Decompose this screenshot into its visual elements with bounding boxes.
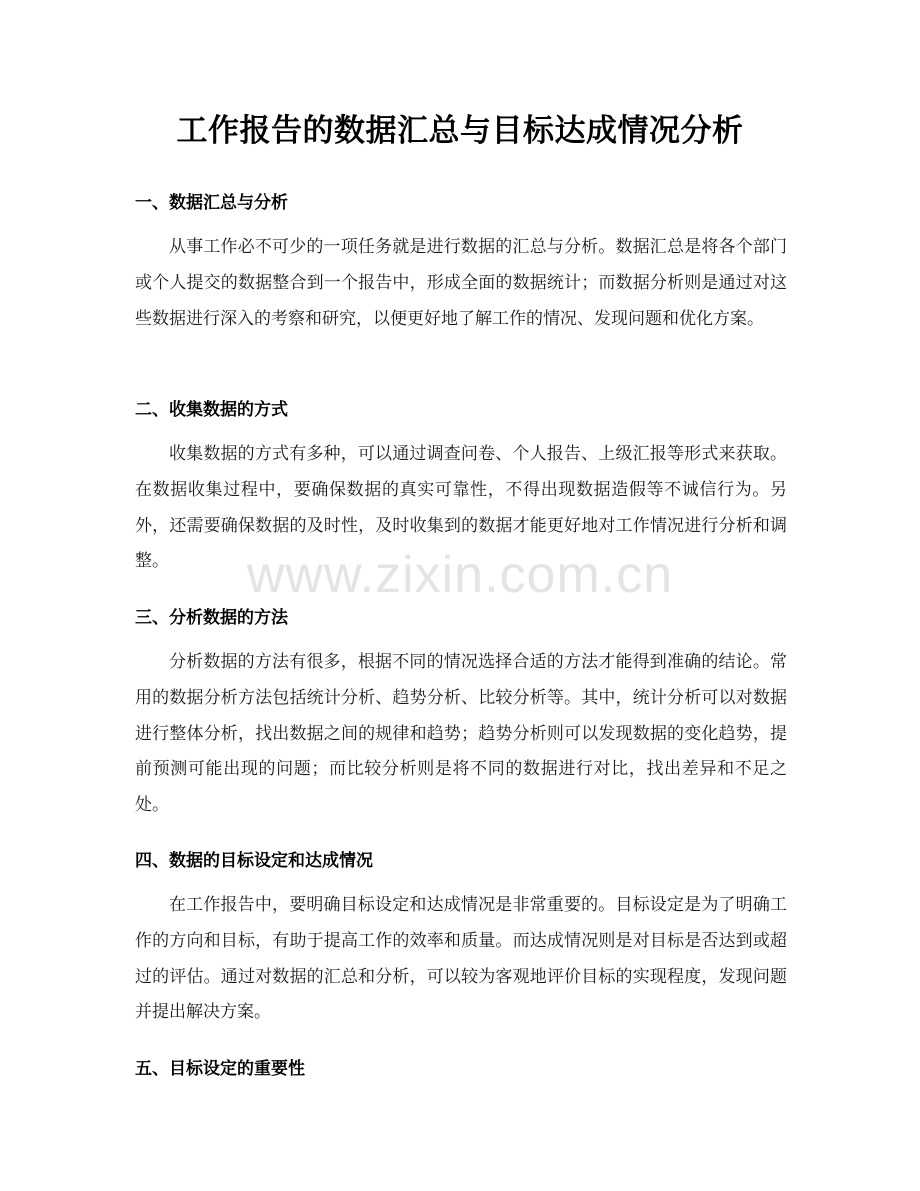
watermark-text: www.zixin.com.cn	[246, 546, 674, 604]
section-paragraph: 在工作报告中，要明确目标设定和达成情况是非常重要的。目标设定是为了明确工作的方向和目标，有助于提高工作的效率和质量。而达成情况则是对目标是否达到或超过的评估。通过对数据的汇总和分析，可以较为客观地评价目标的实现程度，发现问题并提出解决方案。	[135, 895, 787, 1023]
section-heading: 二、收集数据的方式	[135, 400, 288, 420]
document-title: 工作报告的数据汇总与目标达成情况分析	[176, 113, 744, 149]
section-paragraph: 从事工作必不可少的一项任务就是进行数据的汇总与分析。数据汇总是将各个部门或个人提交的数据整合到一个报告中，形成全面的数据统计；而数据分析则是通过对这些数据进行深入的考察和研究，以便更好地了解工作的情况、发现问题和优化方案。	[135, 237, 787, 329]
section-heading: 一、数据汇总与分析	[135, 193, 288, 213]
section-heading: 五、目标设定的重要性	[135, 1059, 305, 1079]
section-heading: 四、数据的目标设定和达成情况	[135, 851, 373, 871]
section-paragraph: 分析数据的方法有很多，根据不同的情况选择合适的方法才能得到准确的结论。常用的数据分析方法包括统计分析、趋势分析、比较分析等。其中，统计分析可以对数据进行整体分析，找出数据之间的规律和趋势；趋势分析则可以发现数据的变化趋势，提前预测可能出现的问题；而比较分析则是将不同的数据进行对比，找出差异和不足之处。	[135, 652, 787, 816]
section-paragraph: 收集数据的方式有多种，可以通过调查问卷、个人报告、上级汇报等形式来获取。在数据收集过程中，要确保数据的真实可靠性，不得出现数据造假等不诚信行为。另外，还需要确保数据的及时性，及时收集到的数据才能更好地对工作情况进行分析和调整。	[135, 444, 787, 572]
section-heading: 三、分析数据的方法	[135, 608, 288, 628]
